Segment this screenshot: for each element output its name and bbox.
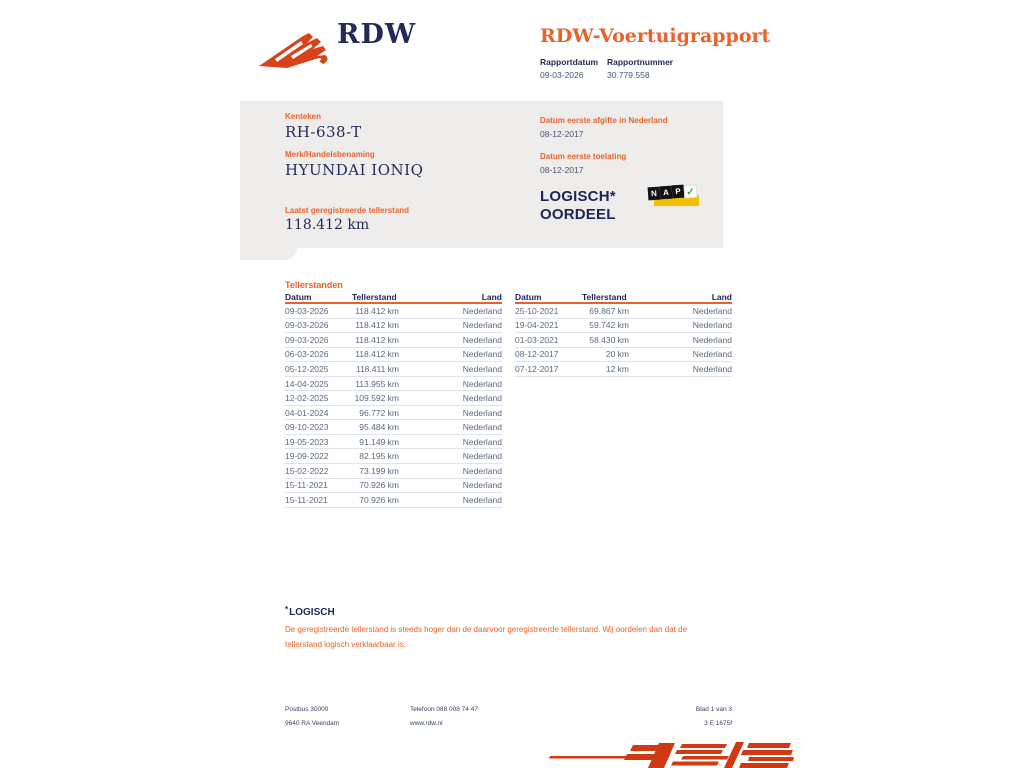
- speed-stripes-icon: [542, 740, 794, 768]
- datum-cell: 15-11-2021: [285, 480, 328, 491]
- report-number-label: Rapportnummer: [607, 57, 674, 67]
- datum-cell: 19-09-2022: [285, 451, 329, 462]
- footer-contact: [410, 703, 478, 731]
- vehicle-box-tab: [240, 248, 297, 260]
- datum-cell: 08-12-2017: [515, 349, 559, 360]
- report-number-value: 30.779.558: [607, 70, 650, 80]
- footer-address-line1: Postbus 30000: [285, 706, 329, 713]
- tellerstand-cell: 118.412 km: [355, 334, 399, 345]
- table-row: [515, 304, 732, 319]
- table-row: [285, 348, 502, 363]
- report-meta: [540, 57, 674, 80]
- table-row: [285, 435, 502, 450]
- kenteken-label: Kenteken: [285, 112, 322, 121]
- land-cell: Nederland: [462, 465, 502, 476]
- datum-cell: 19-04-2021: [515, 320, 559, 331]
- tellerstand-column-header: Tellerstand: [582, 292, 627, 302]
- footer-phone: Telefoon 088 008 74 47: [410, 706, 478, 713]
- datum-cell: 14-04-2025: [285, 378, 329, 389]
- report-date-value: 09-03-2026: [540, 70, 584, 80]
- oordeel-line2: OORDEEL: [540, 206, 616, 223]
- land-cell: Nederland: [462, 494, 502, 505]
- tellerstanden-table-left: [285, 292, 502, 508]
- table-row: [285, 493, 502, 508]
- tellerstanden-section-title: Tellerstanden: [285, 280, 343, 290]
- land-cell: Nederland: [462, 363, 502, 374]
- toelating-label: Datum eerste toelating: [540, 152, 627, 161]
- datum-cell: 25-10-2021: [515, 305, 559, 316]
- vehicle-summary-box: [240, 101, 723, 248]
- tellerstand-cell: 113.955 km: [355, 378, 399, 389]
- tellerstand-cell: 109.592 km: [354, 393, 399, 404]
- table-row: [285, 391, 502, 406]
- tellerstand-column-header: Tellerstand: [352, 292, 397, 302]
- tellerstand-cell: 95.484 km: [359, 422, 399, 433]
- footer-address-line2: 9640 RA Veendam: [285, 720, 340, 727]
- datum-cell: 09-03-2026: [285, 334, 329, 345]
- kenteken-value: RH-638-T: [285, 123, 362, 141]
- land-cell: Nederland: [692, 320, 732, 331]
- land-cell: Nederland: [462, 451, 502, 462]
- land-cell: Nederland: [462, 349, 502, 360]
- tellerstand-cell: 118.412 km: [355, 305, 399, 316]
- datum-cell: 09-03-2026: [285, 305, 329, 316]
- datum-cell: 01-03-2021: [515, 334, 559, 345]
- footnote-asterisk: *: [285, 605, 289, 614]
- table-row: [285, 319, 502, 334]
- tellerstand-cell: 69.867 km: [589, 305, 629, 316]
- merk-label: Merk/Handelsbenaming: [285, 150, 375, 159]
- rdw-wing-logo-icon: [257, 26, 333, 70]
- tellerstand-cell: 96.772 km: [359, 407, 399, 418]
- footnote-title-text: LOGISCH: [289, 607, 335, 618]
- table-row: [285, 333, 502, 348]
- footer-doc-code: 3 E 1675f: [704, 720, 732, 727]
- toelating-value: 08-12-2017: [540, 165, 584, 175]
- datum-cell: 09-10-2023: [285, 422, 329, 433]
- datum-column-header: Datum: [285, 292, 312, 302]
- tellerstand-cell: 70.926 km: [359, 480, 399, 491]
- table-row: [285, 449, 502, 464]
- datum-cell: 09-03-2026: [285, 320, 329, 331]
- nap-letter-n: N: [648, 187, 661, 201]
- footer-page-info: [600, 703, 732, 731]
- land-column-header: Land: [711, 292, 732, 302]
- vehicle-summary-left: [285, 101, 535, 233]
- footer-website-link[interactable]: www.rdw.nl: [410, 720, 443, 727]
- tellerstand-cell: 91.149 km: [359, 436, 399, 447]
- land-cell: Nederland: [462, 436, 502, 447]
- table-row: [515, 362, 732, 377]
- tellerstand-cell: 59.742 km: [589, 320, 629, 331]
- rdw-logo-text: RDW: [337, 19, 417, 50]
- land-cell: Nederland: [462, 407, 502, 418]
- footnote-title: [285, 605, 335, 618]
- table-row: [285, 304, 502, 319]
- table-row: [285, 362, 502, 377]
- datum-cell: 06-03-2026: [285, 349, 329, 360]
- table-row: [515, 348, 732, 363]
- land-cell: Nederland: [462, 334, 502, 345]
- nap-logo: [648, 184, 700, 210]
- datum-column-header: Datum: [515, 292, 542, 302]
- land-cell: Nederland: [462, 305, 502, 316]
- land-cell: Nederland: [462, 393, 502, 404]
- footer-address: [285, 703, 339, 731]
- datum-cell: 07-12-2017: [515, 363, 559, 374]
- report-date-label: Rapportdatum: [540, 57, 599, 67]
- tellerstand-cell: 58.430 km: [589, 334, 629, 345]
- table-row: [515, 319, 732, 334]
- tellerstanden-table-right: [515, 292, 732, 377]
- page-title: RDW-Voertuigrapport: [540, 25, 771, 47]
- tellerstand-cell: 118.411 km: [355, 363, 399, 374]
- afgifte-label: Datum eerste afgifte in Nederland: [540, 116, 668, 125]
- speed-stripes-graphic: [542, 740, 794, 768]
- nap-letter-p: P: [672, 185, 685, 199]
- datum-cell: 15-02-2022: [285, 465, 329, 476]
- table-header-row: [515, 292, 732, 304]
- nap-letter-a: A: [660, 186, 673, 200]
- datum-cell: 12-02-2025: [285, 393, 329, 404]
- table-row: [285, 479, 502, 494]
- afgifte-value: 08-12-2017: [540, 129, 584, 139]
- merk-value: HYUNDAI IONIQ: [285, 161, 424, 179]
- tellerstand-cell: 20 km: [605, 349, 629, 360]
- datum-cell: 05-12-2025: [285, 363, 329, 374]
- nap-checkmark-icon: ✓: [684, 185, 698, 199]
- tellerstand-cell: 82.195 km: [359, 451, 399, 462]
- land-cell: Nederland: [462, 480, 502, 491]
- tellerstand-cell: 118.412 km: [355, 320, 399, 331]
- table-row: [285, 464, 502, 479]
- table-row: [285, 406, 502, 421]
- land-cell: Nederland: [692, 334, 732, 345]
- footnote-text: De geregistreerde tellerstand is steeds hoger dan de daarvoor geregistreerde tellerstand. Wij oordelen dan dat de tellerstand logisch verklaarbaar is.: [285, 625, 688, 649]
- tellerstand-cell: 73.199 km: [359, 465, 399, 476]
- table-row: [285, 420, 502, 435]
- tellerstand-label: Laatst geregistreerde tellerstand: [285, 206, 410, 215]
- tellerstand-cell: 70.926 km: [359, 494, 399, 505]
- land-cell: Nederland: [692, 305, 732, 316]
- table-row: [285, 377, 502, 392]
- tellerstand-value: 118.412 km: [285, 217, 370, 233]
- table-header-row: [285, 292, 502, 304]
- land-cell: Nederland: [692, 349, 732, 360]
- datum-cell: 15-11-2021: [285, 494, 328, 505]
- land-cell: Nederland: [462, 422, 502, 433]
- oordeel-line1: LOGISCH*: [540, 188, 616, 205]
- datum-cell: 04-01-2024: [285, 407, 329, 418]
- datum-cell: 19-05-2023: [285, 436, 329, 447]
- tellerstand-cell: 118.412 km: [355, 349, 399, 360]
- land-cell: Nederland: [692, 363, 732, 374]
- tellerstand-cell: 12 km: [605, 363, 629, 374]
- footer-page-number: Blad 1 van 3: [695, 706, 732, 713]
- land-cell: Nederland: [462, 378, 502, 389]
- report-date-block: [540, 57, 607, 80]
- land-cell: Nederland: [462, 320, 502, 331]
- table-row: [515, 333, 732, 348]
- report-number-block: [607, 57, 674, 80]
- land-column-header: Land: [481, 292, 502, 302]
